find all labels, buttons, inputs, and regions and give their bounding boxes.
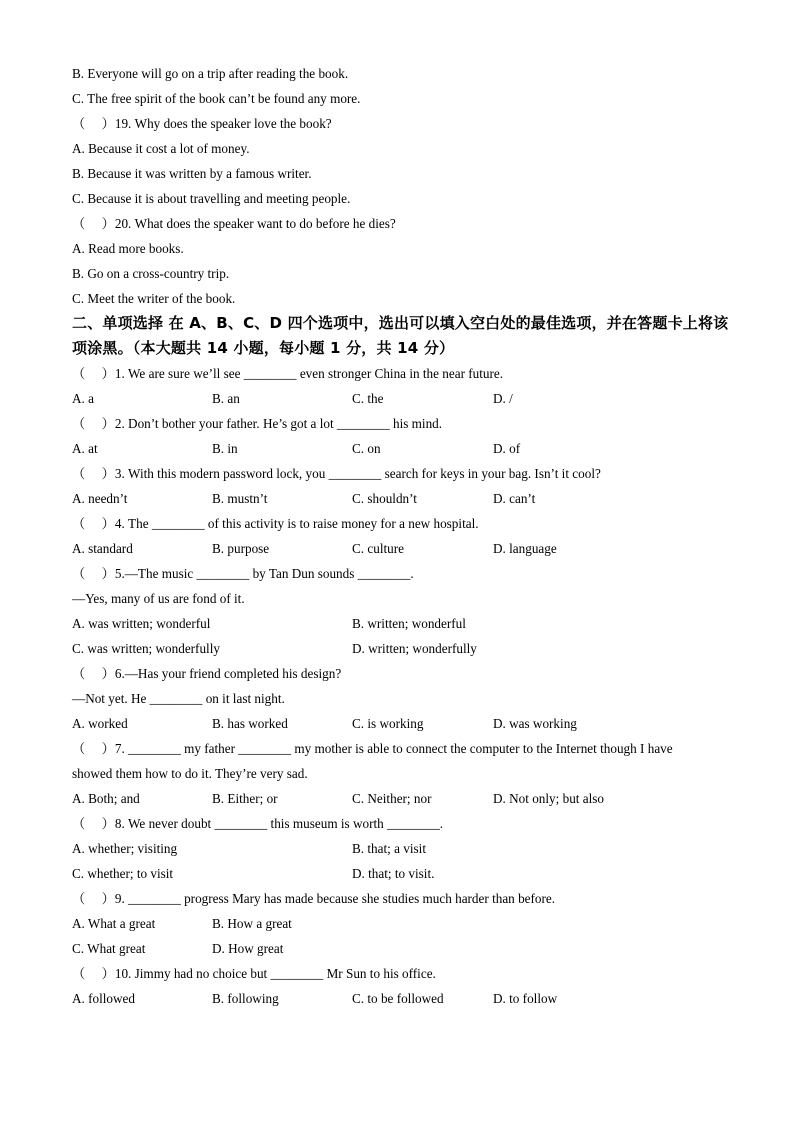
- q5-option-a: A. was written; wonderful: [72, 616, 211, 631]
- q9-option-a: A. What a great: [72, 916, 156, 931]
- q4-option-c: C. culture: [352, 541, 405, 556]
- q5-option-d: D. written; wonderfully: [352, 641, 477, 656]
- q2-option-d: D. of: [493, 441, 521, 456]
- q1-stem: （ ）1. We are sure we’ll see ________ even stronger China in the near future.: [72, 366, 504, 381]
- q19-option-b: B. Because it was written by a famous writer.: [72, 166, 312, 181]
- q9-option-c: C. What great: [72, 941, 146, 956]
- q6-option-b: B. has worked: [212, 716, 288, 731]
- q3-stem: （ ）3. With this modern password lock, you ________ search for keys in your bag. Isn’t it cool?: [72, 466, 601, 481]
- q8-option-d: D. that; to visit.: [352, 866, 435, 881]
- q1-option-d: D. /: [493, 391, 513, 406]
- q10-option-c: C. to be followed: [352, 991, 444, 1006]
- q3-option-b: B. mustn’t: [212, 491, 268, 506]
- q6-option-d: D. was working: [493, 716, 577, 731]
- q10-stem: （ ）10. Jimmy had no choice but ________ Mr Sun to his office.: [72, 966, 436, 981]
- q6-stem-reply: —Not yet. He ________ on it last night.: [72, 691, 285, 706]
- q20-option-a: A. Read more books.: [72, 241, 184, 256]
- q5-option-c: C. was written; wonderfully: [72, 641, 220, 656]
- q1-option-a: A. a: [72, 391, 94, 406]
- section2-heading: 二、单项选择 在 A、B、C、D 四个选项中，选出可以填入空白处的最佳选项，并在答题卡上将该项涂黑。（本大题共 14 小题，每小题 1 分，共 14 分）: [72, 314, 729, 357]
- q20-stem: （ ）20. What does the speaker want to do before he dies?: [72, 216, 396, 231]
- q5-stem-reply: —Yes, many of us are fond of it.: [72, 591, 245, 606]
- q8-option-a: A. whether; visiting: [72, 841, 178, 856]
- q9-option-b: B. How a great: [212, 916, 292, 931]
- q7-stem: （ ）7. ________ my father ________ my mother is able to connect the computer to the Internet though I have: [72, 741, 673, 756]
- q8-stem: （ ）8. We never doubt ________ this museum is worth ________.: [72, 816, 444, 831]
- q20-option-b: B. Go on a cross-country trip.: [72, 266, 230, 281]
- q2-option-b: B. in: [212, 441, 238, 456]
- q9-option-d: D. How great: [212, 941, 284, 956]
- q3-option-a: A. needn’t: [72, 491, 128, 506]
- q7-option-b: B. Either; or: [212, 791, 278, 806]
- q1-option-b: B. an: [212, 391, 240, 406]
- q7-stem-continued: showed them how to do it. They’re very sad.: [72, 766, 308, 781]
- q19-stem: （ ）19. Why does the speaker love the book?: [72, 116, 332, 131]
- q3-option-c: C. shouldn’t: [352, 491, 417, 506]
- q4-option-a: A. standard: [72, 541, 133, 556]
- q7-option-c: C. Neither; nor: [352, 791, 432, 806]
- q10-option-a: A. followed: [72, 991, 135, 1006]
- q10-option-b: B. following: [212, 991, 279, 1006]
- q4-option-b: B. purpose: [212, 541, 270, 556]
- q6-stem: （ ）6.—Has your friend completed his design?: [72, 666, 342, 681]
- q10-option-d: D. to follow: [493, 991, 558, 1006]
- q6-option-c: C. is working: [352, 716, 424, 731]
- q4-option-d: D. language: [493, 541, 557, 556]
- q7-option-a: A. Both; and: [72, 791, 140, 806]
- q2-option-a: A. at: [72, 441, 98, 456]
- q5-option-b: B. written; wonderful: [352, 616, 466, 631]
- q18-option-c: C. The free spirit of the book can’t be found any more.: [72, 91, 361, 106]
- q20-option-c: C. Meet the writer of the book.: [72, 291, 236, 306]
- q19-option-a: A. Because it cost a lot of money.: [72, 141, 250, 156]
- q2-stem: （ ）2. Don’t bother your father. He’s got a lot ________ his mind.: [72, 416, 443, 431]
- q6-option-a: A. worked: [72, 716, 128, 731]
- q8-option-c: C. whether; to visit: [72, 866, 174, 881]
- q7-option-d: D. Not only; but also: [493, 791, 604, 806]
- q2-option-c: C. on: [352, 441, 381, 456]
- q19-option-c: C. Because it is about travelling and meeting people.: [72, 191, 351, 206]
- q8-option-b: B. that; a visit: [352, 841, 426, 856]
- q1-option-c: C. the: [352, 391, 384, 406]
- q9-stem: （ ）9. ________ progress Mary has made because she studies much harder than before.: [72, 891, 556, 906]
- q3-option-d: D. can’t: [493, 491, 536, 506]
- q18-option-b: B. Everyone will go on a trip after reading the book.: [72, 66, 349, 81]
- q5-stem: （ ）5.—The music ________ by Tan Dun sounds ________.: [72, 566, 414, 581]
- q4-stem: （ ）4. The ________ of this activity is to raise money for a new hospital.: [72, 516, 479, 531]
